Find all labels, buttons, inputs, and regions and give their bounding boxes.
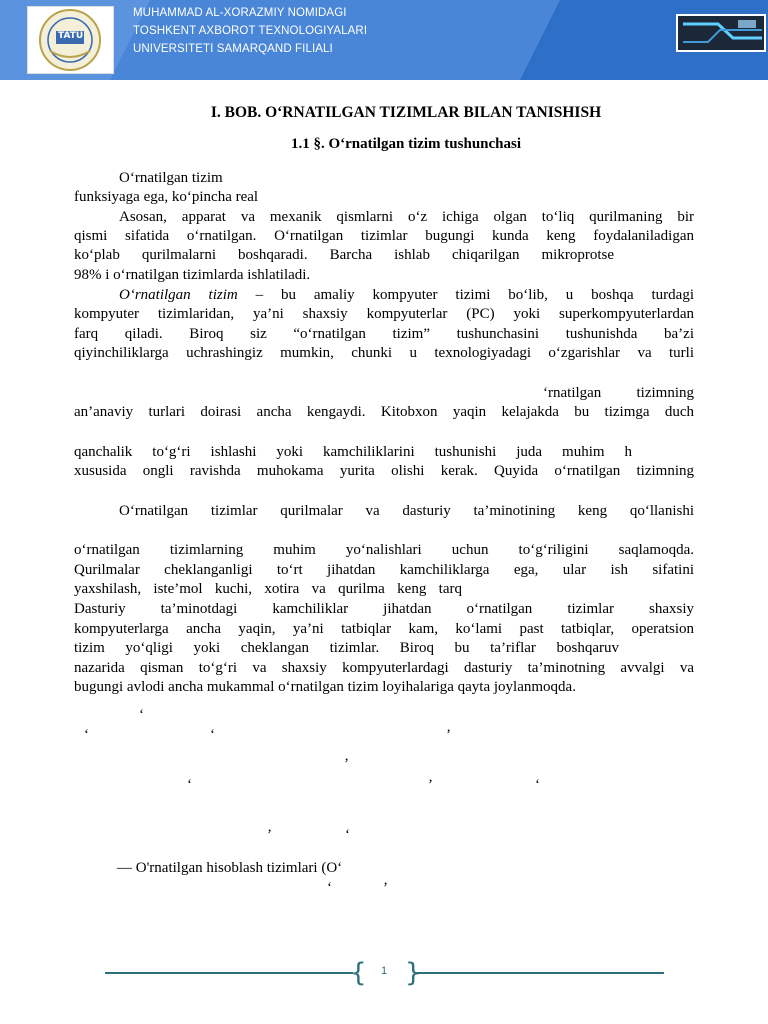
body-line: Dasturiy ta’minotdagi kamchiliklar jihatdan o‘rnatilgan tizimlar shaxsiy <box>74 601 694 617</box>
university-name-line2: TOSHKENT AXBOROT TEXNOLOGIYALARI <box>133 25 368 37</box>
text-fragment: ’ <box>383 880 388 896</box>
text-fragment: ’ <box>428 777 433 793</box>
body-line: kompyuter tizimlaridan, ya’ni shaxsiy kompyuterlar (PC) yoki superkompyuterlardan <box>74 306 694 322</box>
chapter-title: I. BOB. O‘RNATILGAN TIZIMLAR BILAN TANISHISH <box>210 104 602 121</box>
body-line: O‘rnatilgan tizimlar qurilmalar va dasturiy ta’minotining keng qo‘llanishi <box>119 503 694 519</box>
body-line: tizim yo‘qligi yoki cheklangan tizimlar. Biroq bu ta’riflar boshqaruv <box>74 640 619 656</box>
body-line: xususida ongli ravishda muhokama yurita olishi kerak. Quyida o‘rnatilgan tizimning <box>74 463 694 479</box>
body-line: ko‘plab qurilmalarni boshqaradi. Barcha ishlab chiqarilgan mikroprotse <box>74 247 614 263</box>
body-line: an’anaviy turlari doirasi ancha kengaydi. Kitobxon yaqin kelajakda bu tizimga duch <box>74 404 694 420</box>
university-logo <box>27 6 114 74</box>
body-line: o‘rnatilgan tizimlarning muhim yo‘nalishlari uchun to‘g‘riligini saqlamoqda. <box>74 542 694 558</box>
text-fragment: ’ <box>344 756 349 772</box>
footer-brace-left: { <box>350 958 367 988</box>
term-italic: O‘rnatilgan tizim <box>119 287 238 303</box>
text-fragment: ‘ <box>345 827 350 843</box>
text-fragment: ’ <box>267 827 272 843</box>
university-name <box>133 4 367 58</box>
page-number: 1 <box>380 965 388 977</box>
body-line: Qurilmalar cheklanganligi to‘rt jihatdan kamchiliklarga ega, ular ish sifatini <box>74 562 694 578</box>
body-line: O‘rnatilgan tizim <box>119 170 223 186</box>
body-line <box>119 286 694 305</box>
body-line: — O'rnatilgan hisoblash tizimlari (O‘ <box>117 860 343 876</box>
body-line: bugungi avlodi ancha mukammal o‘rnatilgan tizim loyihalariga qayta joylanmoqda. <box>74 679 576 695</box>
body-line: qanchalik to‘g‘ri ishlashi yoki kamchiliklarini tushunishi juda muhim h <box>74 444 632 460</box>
logo-text: TATU <box>58 31 84 41</box>
text-fragment: ’ <box>446 727 451 743</box>
body-line: Asosan, apparat va mexanik qismlarni o‘z ichiga olgan to‘liq qurilmaning bir <box>119 209 694 225</box>
body-line: farq qiladi. Biroq siz “o‘rnatilgan tizim” tushunchasini tushunishda ba’zi <box>74 326 694 342</box>
body-line: nazarida qisman to‘g‘ri va shaxsiy kompyuterlardagi dasturiy ta’minotning avvalgi va <box>74 660 694 676</box>
university-name-line1: MUHAMMAD AL-XORAZMIY NOMIDAGI <box>133 7 347 19</box>
text-fragment: ‘ <box>210 727 215 743</box>
body-line: kompyuterlarga ancha yaqin, ya’ni tatbiqlar kam, ko‘lami past tatbiqlar, operatsion <box>74 621 694 637</box>
header-decoration <box>0 0 768 80</box>
body-line: qiyinchiliklarga uchrashingiz mumkin, chunki u texnologiyadagi o‘zgarishlar va turli <box>74 345 694 361</box>
body-line: ‘rnatilgan tizimning <box>543 385 694 401</box>
text-fragment: ‘ <box>187 777 192 793</box>
body-line: funksiyaga ega, ko‘pincha real <box>74 189 259 205</box>
body-line: yaxshilash, iste’mol kuchi, xotira va qurilma keng tarq <box>74 581 462 597</box>
body-line: 98% i o‘rnatilgan tizimlarda ishlatiladi. <box>74 267 311 283</box>
body-line-rest: – bu amaliy kompyuter tizimi bo‘lib, u boshqa turdagi <box>237 287 694 303</box>
footer-line-left <box>105 972 353 974</box>
footer-brace-right: } <box>405 958 422 988</box>
text-fragment: ‘ <box>139 707 144 723</box>
circuit-image <box>676 14 766 52</box>
university-name-line3: UNIVERSITETI SAMARQAND FILIALI <box>133 43 333 55</box>
text-fragment: ‘ <box>535 777 540 793</box>
section-title: 1.1 §. O‘rnatilgan tizim tushunchasi <box>290 136 522 152</box>
text-fragment: ‘ <box>84 727 89 743</box>
body-line: qismi sifatida o‘rnatilgan. O‘rnatilgan tizimlar bugungi kunda keng foydalaniladigan <box>74 228 694 244</box>
header-bar <box>0 0 768 80</box>
text-fragment: ‘ <box>327 880 332 896</box>
footer-line-right <box>414 972 664 974</box>
